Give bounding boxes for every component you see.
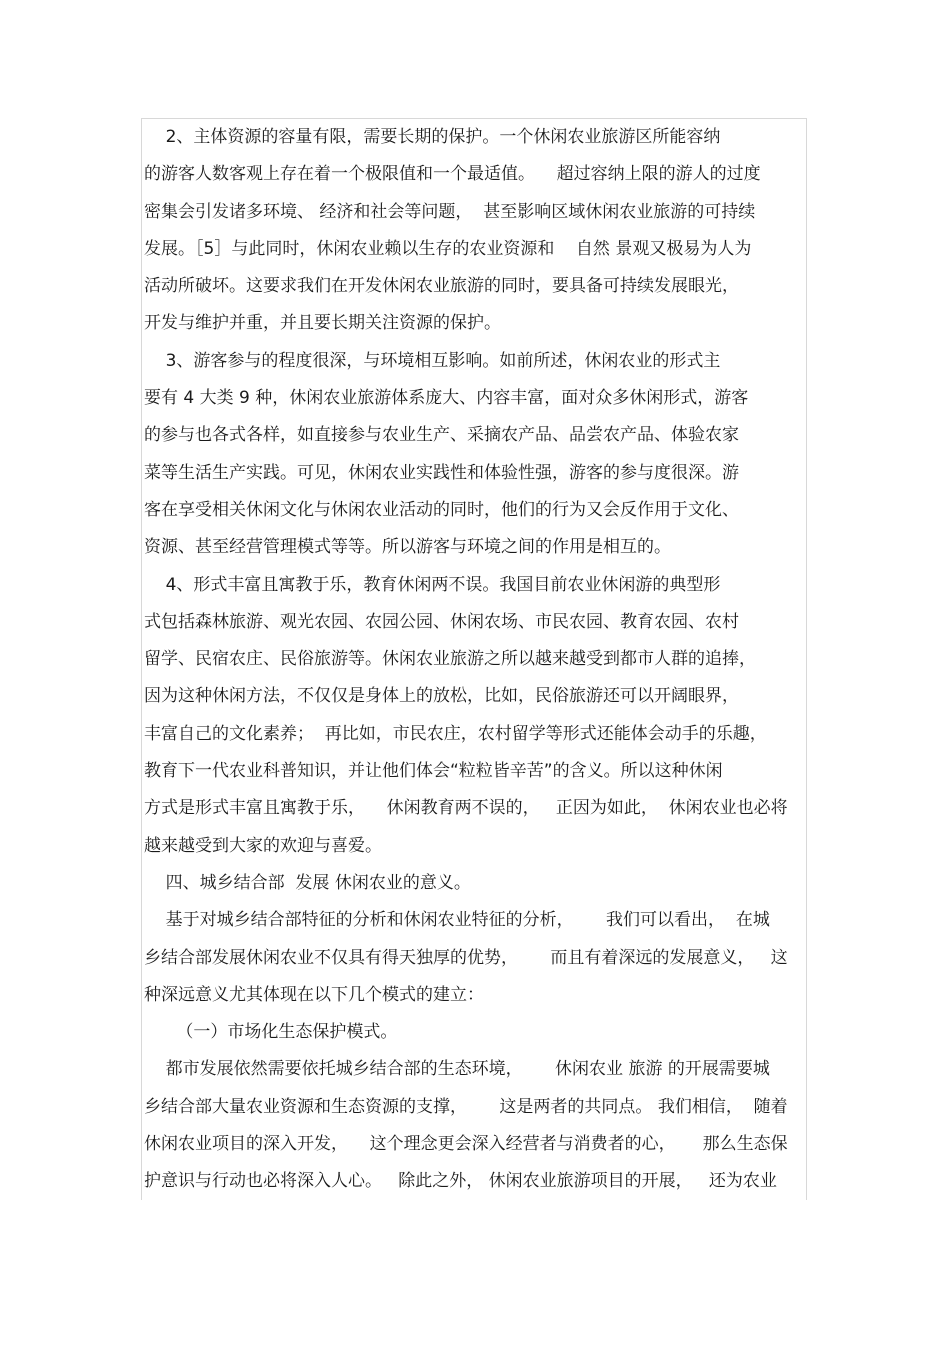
- text-line-7: 3、游客参与的程度很深，与环境相互影响。如前所述，休闲农业的形式主: [144, 350, 721, 371]
- page-frame-left-border: [141, 118, 142, 1200]
- text-line-28: 休闲农业项目的深入开发， 这个理念更会深入经营者与消费者的心， 那么生态保: [144, 1134, 788, 1155]
- text-line-4: 发展。［5］与此同时，休闲农业赖以生存的农业资源和 自然 景观又极易为人为: [144, 238, 752, 259]
- text-line-9: 的参与也各式各样，如直接参与农业生产、采摘农产品、品尝农产品、体验农家: [144, 425, 739, 446]
- text-line-29: 护意识与行动也必将深入人心。 除此之外， 休闲农业旅游项目的开展， 还为农业: [144, 1171, 777, 1192]
- text-line-8: 要有 4 大类 9 种，休闲农业旅游体系庞大、内容丰富，面对众多休闲形式，游客: [144, 388, 749, 409]
- text-line-12: 资源、甚至经营管理模式等等。所以游客与环境之间的作用是相互的。: [144, 537, 671, 558]
- text-line-27: 乡结合部大量农业资源和生态资源的支撑， 这是两者的共同点。 我们相信， 随着: [144, 1096, 788, 1117]
- text-line-26: 都市发展依然需要依托城乡结合部的生态环境， 休闲农业 旅游 的开展需要城: [144, 1059, 770, 1080]
- text-line-5: 活动所破坏。这要求我们在开发休闲农业旅游的同时，要具备可持续发展眼光，: [144, 276, 739, 297]
- section-heading: 四、城乡结合部 发展 休闲农业的意义。: [144, 872, 471, 893]
- text-line-15: 留学、民宿农庄、民俗旅游等。休闲农业旅游之所以越来越受到都市人群的追捧，: [144, 649, 756, 670]
- text-line-20: 越来越受到大家的欢迎与喜爱。: [144, 835, 382, 856]
- subsection-heading: （一）市场化生态保护模式。: [144, 1022, 398, 1043]
- text-line-24: 种深远意义尤其体现在以下几个模式的建立：: [144, 984, 484, 1005]
- text-line-18: 教育下一代农业科普知识，并让他们体会“粒粒皆辛苦”的含义。所以这种休闲: [144, 761, 723, 782]
- text-line-14: 式包括森林旅游、观光农园、农园公园、休闲农场、市民农园、教育农园、农村: [144, 611, 739, 632]
- text-line-16: 因为这种休闲方法，不仅仅是身体上的放松，比如，民俗旅游还可以开阔眼界，: [144, 686, 739, 707]
- document-body: [144, 119, 808, 1201]
- text-line-23: 乡结合部发展休闲农业不仅具有得天独厚的优势， 而且有着深远的发展意义， 这: [144, 947, 788, 968]
- text-line-22: 基于对城乡结合部特征的分析和休闲农业特征的分析， 我们可以看出， 在城: [144, 910, 770, 931]
- text-line-3: 密集会引发诸多环境、 经济和社会等问题， 甚至影响区域休闲农业旅游的可持续: [144, 201, 756, 222]
- text-line-1: 2、主体资源的容量有限，需要长期的保护。一个休闲农业旅游区所能容纳: [144, 127, 721, 147]
- text-line-17: 丰富自己的文化素养； 再比如，市民农庄，农村留学等形式还能体会动手的乐趣，: [144, 723, 767, 744]
- text-line-2: 的游客人数客观上存在着一个极限值和一个最适值。 超过容纳上限的游人的过度: [144, 164, 761, 185]
- text-line-13: 4、形式丰富且寓教于乐，教育休闲两不误。我国目前农业休闲游的典型形: [144, 574, 721, 595]
- text-line-11: 客在享受相关休闲文化与休闲农业活动的同时，他们的行为又会反作用于文化、: [144, 499, 739, 520]
- text-line-6: 开发与维护并重，并且要长期关注资源的保护。: [144, 313, 501, 334]
- text-line-19: 方式是形式丰富且寓教于乐， 休闲教育两不误的， 正因为如此， 休闲农业也必将: [144, 798, 788, 819]
- text-line-10: 菜等生活生产实践。可见，休闲农业实践性和体验性强，游客的参与度很深。游: [144, 462, 739, 483]
